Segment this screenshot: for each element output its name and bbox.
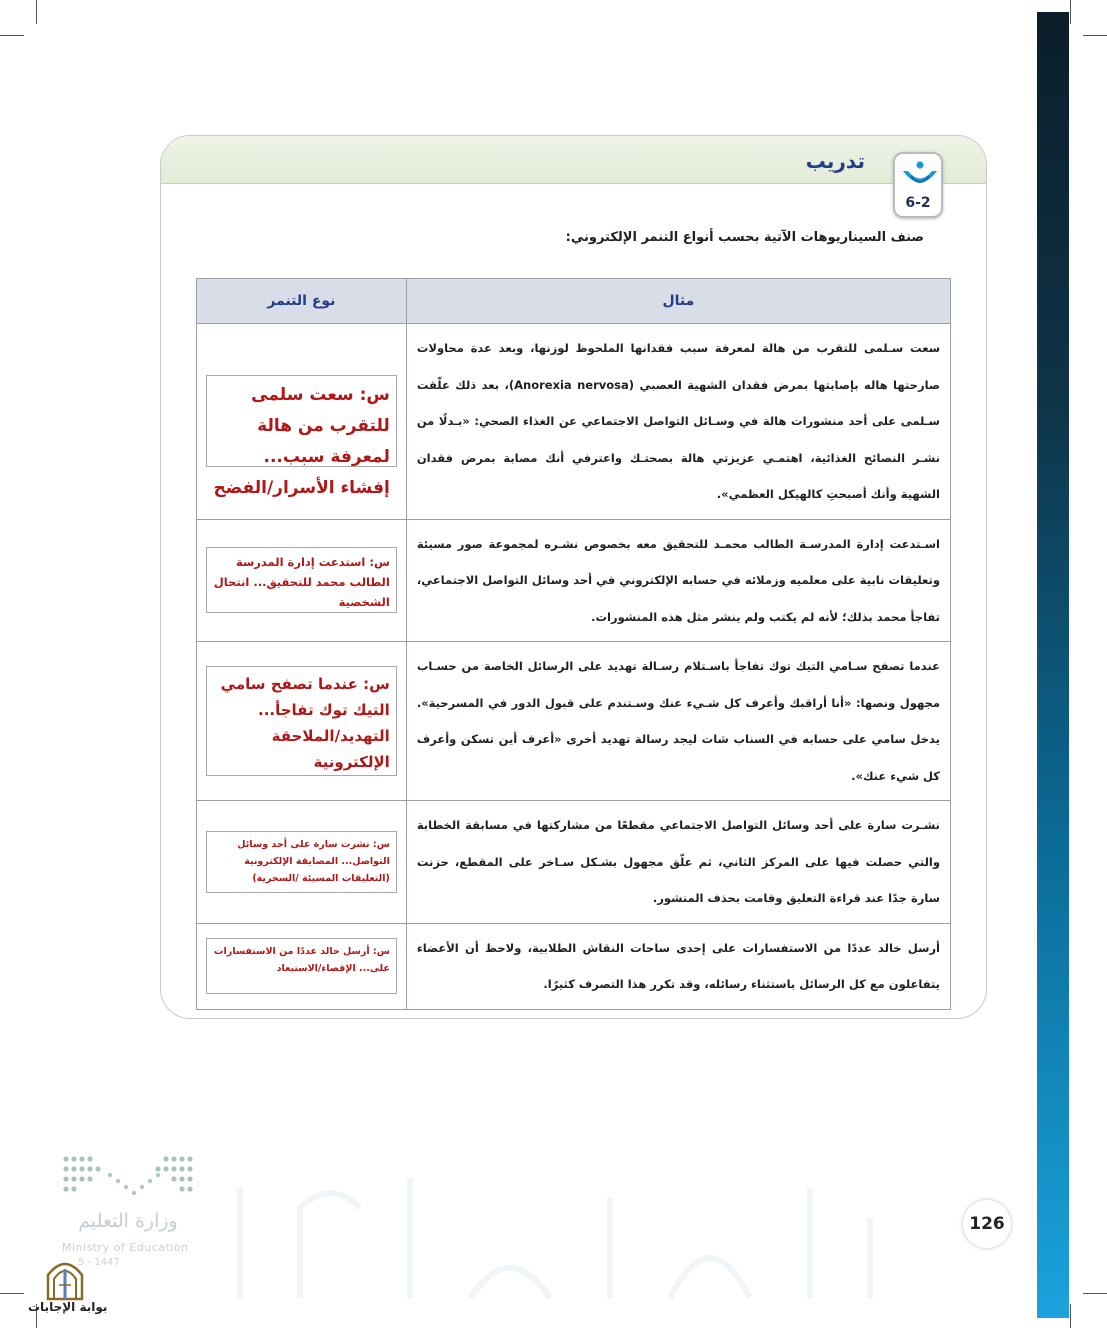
exercise-badge bbox=[893, 152, 943, 218]
answer-box: س: نشرت سارة على أحد وسائل التواصل... المضايقة الإلكترونية (التعليقات المسيئة /السخرية) bbox=[206, 831, 397, 893]
instruction-text: صنف السيناريوهات الآتية بحسب أنواع التنمر الإلكتروني: bbox=[565, 230, 924, 245]
wave-check-icon bbox=[900, 160, 940, 194]
badge-number: 6-2 bbox=[905, 195, 931, 211]
table-row bbox=[197, 324, 951, 520]
crop-mark bbox=[0, 1293, 24, 1294]
type-cell bbox=[197, 642, 407, 801]
table-header-row bbox=[197, 279, 951, 324]
type-cell bbox=[197, 923, 407, 1009]
page-number: 126 bbox=[962, 1199, 1012, 1249]
header-type: نوع التنمر bbox=[197, 279, 407, 324]
crop-mark bbox=[1070, 1304, 1071, 1328]
answer-box: س: عندما تصفح سامي التيك توك تفاجأ... التهديد/الملاحقة الإلكترونية bbox=[206, 666, 397, 776]
header-example: مثال bbox=[406, 279, 950, 324]
ministry-name-en: Ministry of Education bbox=[62, 1241, 189, 1254]
table-row bbox=[197, 642, 951, 801]
table-row bbox=[197, 519, 951, 642]
answer-box: س: أرسل خالد عددًا من الاستفسارات على... الإقصاء/الاستبعاد bbox=[206, 938, 397, 994]
table-row bbox=[197, 923, 951, 1009]
answer-box: س: استدعت إدارة المدرسة الطالب محمد للتحقيق... انتحال الشخصية bbox=[206, 547, 397, 613]
crop-mark bbox=[0, 35, 24, 36]
type-cell bbox=[197, 801, 407, 924]
ministry-logo-icon bbox=[60, 1153, 196, 1201]
example-cell: سعت سـلمى للتقرب من هالة لمعرفة سبب فقدانها الملحوظ لوزنها، وبعد عدة محاولات صارحتها هاله بإصابتها بمرض فقدان الشهية العصبي (Anorexia nervosa)، بعد ذلك علّقت سـلمى على أحد منشورات هالة في وسـائل التواصل الاجتماعي عن الغذاء الصحي: «بـدلًا من نشـر النصائح الغذائية، اهتمـي عزيزتي هالة بصحتـك واعترفي أنك مصابة بمرض فقدان الشهية وأنك أصبحتِ كالهيكل العظمي». bbox=[406, 324, 950, 520]
ministry-name-ar: وزارة التعليم bbox=[78, 1210, 178, 1232]
portal-name: بوابة الإجابات bbox=[28, 1300, 108, 1314]
example-cell: اسـتدعت إدارة المدرسـة الطالب محمـد للتحقيق معه بخصوص نشـره لمجموعة صور مسيئة وتعليقات نابية على معلميه وزملائه في حسابه الإلكتروني في أحد وسائل التواصل الاجتماعي، تفاجأ محمد بذلك؛ لأنه لم يكتب ولم ينشر مثل هذه المنشورات. bbox=[406, 519, 950, 642]
ministry-year: 5 - 1447 bbox=[78, 1257, 120, 1268]
type-cell bbox=[197, 324, 407, 520]
side-color-band bbox=[1037, 12, 1069, 1318]
answer-box: س: سعت سلمى للتقرب من هالة لمعرفة سبب... إفشاء الأسرار/الفضح bbox=[206, 375, 397, 467]
portal-logo-icon bbox=[44, 1255, 86, 1301]
crop-mark bbox=[36, 0, 37, 24]
example-cell: عندما تصفح سـامي التيك توك تفاجأ باسـتلام رسـالة تهديد على الرسائل الخاصة من حسـاب مجهول ونصها: «أنا أراقبك وأعرف كل شـيء عنك وسـتندم على قبول الدور في المسرحية». يدخل سامي على حسابه في السناب شات ليجد رسالة تهديد أخرى «أعرف أين تسكن وأعرف كل شيء عنك». bbox=[406, 642, 950, 801]
card-header bbox=[161, 136, 986, 184]
example-cell: أرسل خالد عددًا من الاستفسارات على إحدى ساحات النقاش الطلابية، ولاحظ أن الأعضاء يتفاعلون مع كل الرسائل باستثناء رسائله، وقد تكرر هذا التصرف كثيرًا. bbox=[406, 923, 950, 1009]
example-cell: نشـرت سارة على أحد وسائل التواصل الاجتماعي مقطعًا من مشاركتها في مسابقة الخطابة والتي حصلت فيها على المركز الثاني، ثم علّق مجهول بشـكل سـاخر على المقطع، حزنت سارة جدًا عند قراءة التعليق وقامت بحذف المنشور. bbox=[406, 801, 950, 924]
crop-mark bbox=[1083, 1293, 1107, 1294]
calligraphy-watermark-icon bbox=[210, 1158, 940, 1308]
card-title: تدريب bbox=[805, 149, 865, 173]
crop-mark bbox=[1070, 0, 1071, 24]
type-cell bbox=[197, 519, 407, 642]
crop-mark bbox=[1083, 35, 1107, 36]
classification-table bbox=[196, 278, 951, 1010]
table-row bbox=[197, 801, 951, 924]
